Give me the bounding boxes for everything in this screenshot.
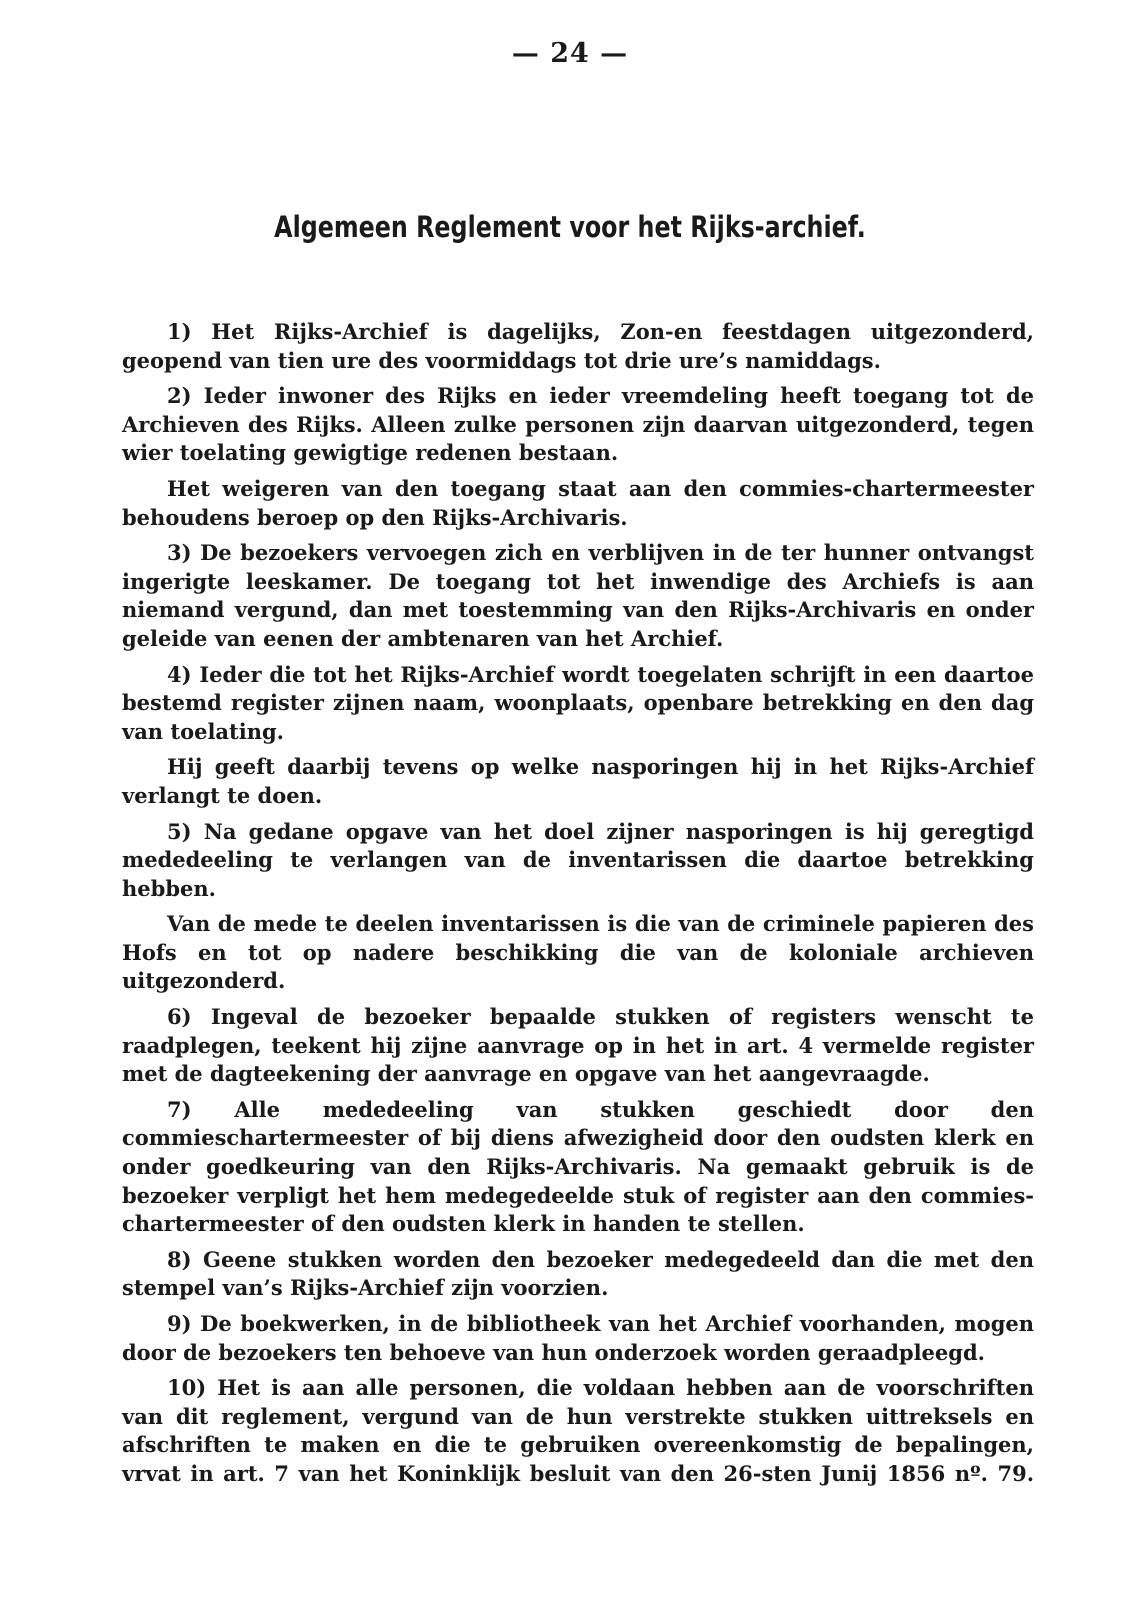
paragraph-article-3: 3) De bezoekers vervoegen zich en verblijven in de ter hunner ontvangst ingerigte leeskamer. De toegang tot het inwendige des Archiefs is aan niemand vergund, dan met toestemming van den Rijks-Archivaris en onder geleide van eenen der ambtenaren van het Archief. — [122, 540, 1034, 651]
paragraph-article-6: 6) Ingeval de bezoeker bepaalde stukken of registers wenscht te raadplegen, teekent hij zijne aanvrage op in het in art. 4 vermelde register met de dagteekening der aanvrage en opgave van het aangevraagde. — [122, 1004, 1034, 1087]
paragraph-article-5: 5) Na gedane opgave van het doel zijner nasporingen is hij geregtigd mededeeling te verlangen van de inventarissen die daartoe betrekking hebben. — [122, 818, 1034, 901]
regulation-body — [122, 318, 1034, 1496]
page-number: — 24 — — [511, 38, 629, 69]
paragraph-article-5-continued: Van de mede te deelen inventarissen is die van de criminele papieren des Hofs en tot op nadere beschikking die van de koloniale archieven uitgezonderd. — [122, 911, 1034, 994]
paragraph-article-2: 2) Ieder inwoner des Rijks en ieder vreemdeling heeft toegang tot de Archieven des Rijks. Alleen zulke personen zijn daarvan uitgezonderd, tegen wier toelating gewigtige redenen bestaan. — [122, 383, 1034, 466]
paragraph-article-9: 9) De boekwerken, in de bibliotheek van het Archief voorhanden, mogen door de bezoekers ten behoeve van hun onderzoek worden geraadpleegd. — [122, 1311, 1034, 1365]
paragraph-article-7: 7) Alle mededeeling van stukken geschiedt door den commieschartermeester of bij diens afwezigheid door den oudsten klerk en onder goedkeuring van den Rijks-Archivaris. Na gemaakt gebruik is de bezoeker verpligt het hem medegedeelde stuk of register aan den commies-chartermeester of den oudsten klerk in handen te stellen. — [122, 1096, 1034, 1237]
page-title: Algemeen Reglement voor het Rijks-archief. — [274, 210, 866, 244]
paragraph-article-4: 4) Ieder die tot het Rijks-Archief wordt toegelaten schrijft in een daartoe bestemd register zijnen naam, woonplaats, openbare betrekking en den dag van toelating. — [122, 661, 1034, 744]
paragraph-article-10: 10) Het is aan alle personen, die voldaan hebben aan de voorschriften van dit reglement, vergund van de hun verstrekte stukken uittreksels en afschriften te maken en die te gebruiken overeenkomstig de bepalingen, vrvat in art. 7 van het Koninklijk besluit van den 26-sten Junij 1856 nº. 79. — [122, 1375, 1034, 1486]
paragraph-article-1: 1) Het Rijks-Archief is dagelijks, Zon-en feestdagen uitgezonderd, geopend van tien ure des voormiddags tot drie ure’s namiddags. — [122, 319, 1034, 373]
paragraph-article-4-continued: Hij geeft daarbij tevens op welke nasporingen hij in het Rijks-Archief verlangt te doen. — [122, 754, 1034, 808]
paragraph-article-8: 8) Geene stukken worden den bezoeker medegedeeld dan die met den stempel van’s Rijks-Archief zijn voorzien. — [122, 1246, 1034, 1301]
paragraph-article-2-continued: Het weigeren van den toegang staat aan den commies-chartermeester behoudens beroep op den Rijks-Archivaris. — [122, 475, 1034, 530]
